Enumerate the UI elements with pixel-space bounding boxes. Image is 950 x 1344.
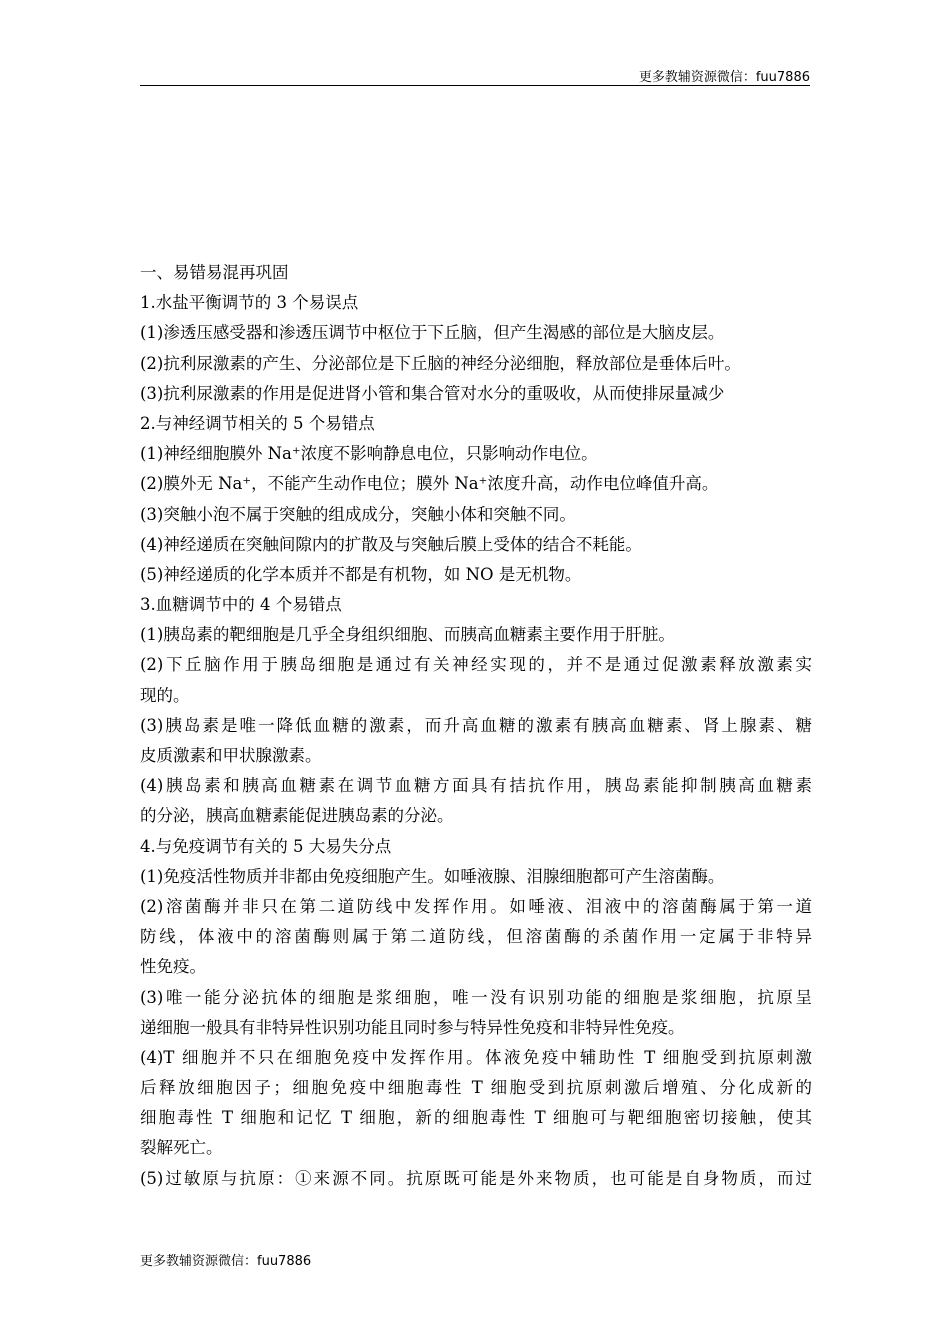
section-title: 一、易错易混再巩固 [140, 263, 289, 282]
paragraph-line: (1)神经细胞膜外 Na⁺浓度不影响静息电位，只影响动作电位。 [140, 444, 598, 464]
paragraph-line: (2)溶菌酶并非只在第二道防线中发挥作用。如唾液、泪液中的溶菌酶属于第一道 [140, 896, 812, 916]
topic-heading: 3.血糖调节中的 4 个易错点 [140, 595, 342, 615]
paragraph-line: (4)胰岛素和胰高血糖素在调节血糖方面具有拮抗作用，胰岛素能抑制胰高血糖素 [140, 776, 812, 796]
paragraph-line: 后释放细胞因子；细胞免疫中细胞毒性 T 细胞受到抗原刺激后增殖、分化成新的 [140, 1078, 812, 1098]
paragraph-line: (4)神经递质在突触间隙内的扩散及与突触后膜上受体的结合不耗能。 [140, 534, 642, 554]
paragraph-line: (2)抗利尿激素的产生、分泌部位是下丘脑的神经分泌细胞，释放部位是垂体后叶。 [140, 353, 741, 373]
paragraph-line: 皮质激素和甲状腺激素。 [140, 746, 322, 765]
document-body [140, 258, 812, 1194]
paragraph-line: (2)膜外无 Na⁺，不能产生动作电位；膜外 Na⁺浓度升高，动作电位峰值升高。 [140, 474, 719, 494]
topic-heading: 4.与免疫调节有关的 5 大易失分点 [140, 836, 392, 856]
header-rule [140, 85, 810, 86]
paragraph-line: 递细胞一般具有非特异性识别功能且同时参与特异性免疫和非特异性免疫。 [140, 1017, 685, 1037]
topic-heading: 2.与神经调节相关的 5 个易错点 [140, 413, 375, 433]
paragraph-line: (5)神经递质的化学本质并不都是有机物，如 NO 是无机物。 [140, 564, 582, 584]
paragraph-line: (4)T 细胞并不只在细胞免疫中发挥作用。体液免疫中辅助性 T 细胞受到抗原刺激 [140, 1047, 812, 1067]
paragraph-line: (3)胰岛素是唯一降低血糖的激素，而升高血糖的激素有胰高血糖素、肾上腺素、糖 [140, 715, 812, 735]
paragraph-line: (1)免疫活性物质并非都由免疫细胞产生。如唾液腺、泪腺细胞都可产生溶菌酶。 [140, 866, 725, 886]
paragraph-line: 防线，体液中的溶菌酶则属于第二道防线，但溶菌酶的杀菌作用一定属于非特异 [140, 927, 812, 947]
page-footer-text: 更多教辅资源微信：fuu7886 [140, 1254, 312, 1269]
paragraph-line: 细胞毒性 T 细胞和记忆 T 细胞，新的细胞毒性 T 细胞可与靶细胞密切接触，使其 [140, 1108, 812, 1128]
paragraph-line: (2)下丘脑作用于胰岛细胞是通过有关神经实现的，并不是通过促激素释放激素实 [140, 655, 812, 675]
paragraph-line: (3)唯一能分泌抗体的细胞是浆细胞，唯一没有识别功能的细胞是浆细胞，抗原呈 [140, 987, 812, 1007]
paragraph-line: 的分泌，胰高血糖素能促进胰岛素的分泌。 [140, 806, 454, 826]
topic-heading: 1.水盐平衡调节的 3 个易误点 [140, 293, 359, 313]
paragraph-line: (3)突触小泡不属于突触的组成成分，突触小体和突触不同。 [140, 504, 576, 524]
paragraph-line: 现的。 [140, 685, 190, 705]
paragraph-line: 裂解死亡。 [140, 1138, 223, 1158]
paragraph-line: (3)抗利尿激素的作用是促进肾小管和集合管对水分的重吸收，从而使排尿量减少 [140, 383, 725, 403]
page-header-text: 更多教辅资源微信：fuu7886 [638, 70, 810, 85]
paragraph-line: (5)过敏原与抗原：①来源不同。抗原既可能是外来物质，也可能是自身物质，而过 [140, 1168, 812, 1188]
paragraph-line: (1)胰岛素的靶细胞是几乎全身组织细胞、而胰高血糖素主要作用于肝脏。 [140, 625, 675, 645]
paragraph-line: (1)渗透压感受器和渗透压调节中枢位于下丘脑，但产生渴感的部位是大脑皮层。 [140, 323, 725, 343]
paragraph-line: 性免疫。 [140, 957, 206, 977]
